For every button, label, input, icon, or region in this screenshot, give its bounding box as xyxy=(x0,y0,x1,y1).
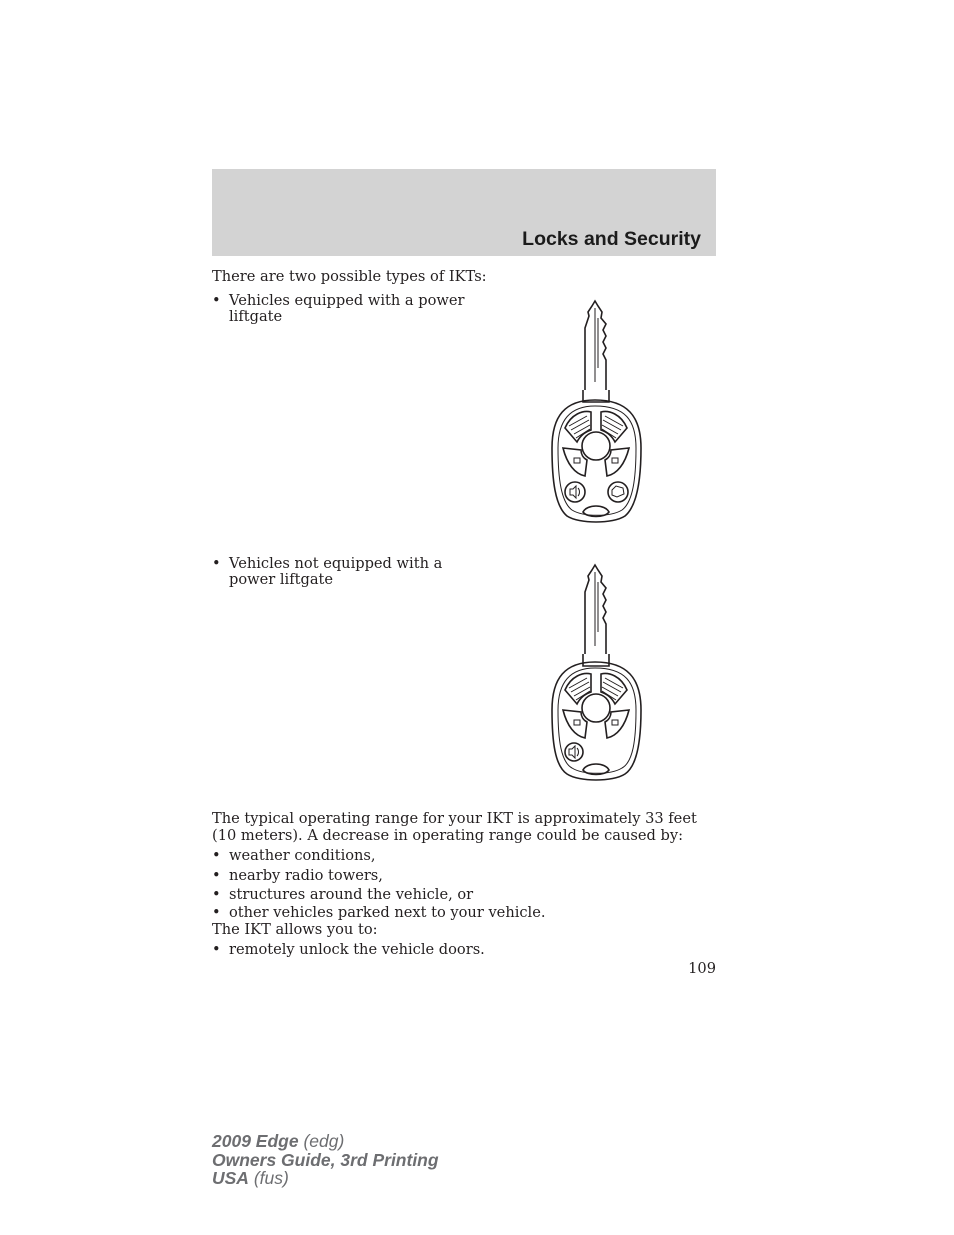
intro-text: There are two possible types of IKTs: xyxy=(212,268,487,285)
section-header xyxy=(212,169,716,256)
footer-model-code: (edg) xyxy=(303,1131,345,1151)
section-title: Locks and Security xyxy=(522,228,701,250)
allows-intro: The IKT allows you to: xyxy=(212,921,378,938)
range-text-line-1: The typical operating range for your IKT is approximately 33 feet xyxy=(212,810,697,827)
list-item: • Vehicles not equipped with a power liftgate xyxy=(212,555,443,588)
list-item: • Vehicles equipped with a power liftgate xyxy=(212,292,465,325)
list-item: • structures around the vehicle, or xyxy=(212,886,474,903)
bullet: • xyxy=(212,292,221,309)
key-fob-with-liftgate-button-icon xyxy=(545,298,649,526)
footer-model: 2009 Edge xyxy=(212,1131,299,1151)
footer-market: USA xyxy=(212,1168,249,1188)
footer-guide: Owners Guide, 3rd Printing xyxy=(212,1149,439,1170)
list-item: • remotely unlock the vehicle doors. xyxy=(212,941,485,958)
bullet: • xyxy=(212,555,221,572)
key-fob-without-liftgate-button-icon xyxy=(545,562,649,784)
list-item: • weather conditions, xyxy=(212,847,376,864)
footer-market-code: (fus) xyxy=(253,1168,289,1188)
list-item: • other vehicles parked next to your vehicle. xyxy=(212,904,546,921)
page-number: 109 xyxy=(688,960,716,977)
list-item: • nearby radio towers, xyxy=(212,867,383,884)
range-text-line-2: (10 meters). A decrease in operating range could be caused by: xyxy=(212,827,683,844)
footer xyxy=(212,1132,439,1188)
